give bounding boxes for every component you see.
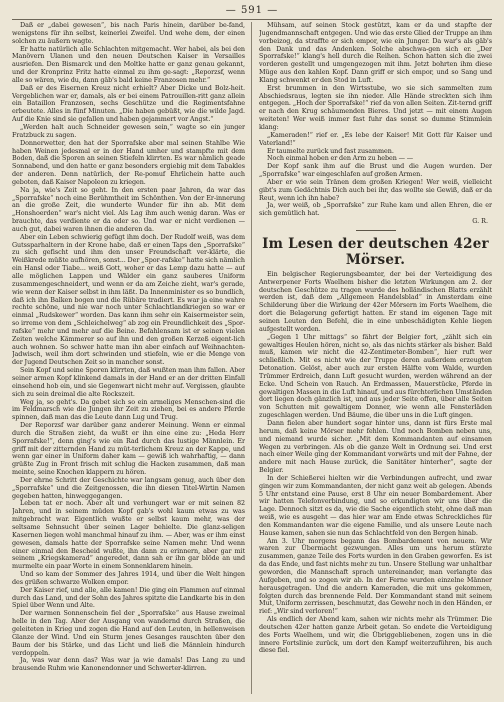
right-column xyxy=(259,22,492,694)
paragraph: Noch einmal hoben er den Arm zu heben — — xyxy=(267,154,414,163)
page-number: — 591 — xyxy=(225,5,279,16)
paragraph: Sein Kopf und seine Sporen klirrten, daß wußten man ihm fallen. Aber seiner armen Kopf klinkend damals in der Hand er an der dritten Einfall einsehend hob ein, und sie Gegenwart nicht mehr auf. Vergissen, glaubte sich zu sein dreimal die alte Rockszeit. xyxy=(12,366,245,398)
paragraph: „Werden halt auch Schneider gewesen sein,“ wagte so ein junger Fratzbuck zu sagen. xyxy=(12,122,245,139)
paragraph: Der Kopf sank ihm auf die Brust und die Augen wurden. Der „Sporrafske“ war eingeschlafen auf großen Armen. xyxy=(259,162,492,179)
paragraph: Er taumelte zurück und fast zusammen. xyxy=(267,146,394,155)
paragraph: Na ja, wie's Zeit so geht. In den ersten paar Jahren, da war das „Sporrafske“ noch eine Berühmtheit im Schönthen. Von der Er-innerung an die große Zeit, die wunderte Wunder für ihn ab. Mit dem „Honshoerden“ war's nicht viel. Als Lag ihm auch wenig daran. Was er brauchte, das verdiente er da oder so. Und war er nicht verdienen — auch gut, dabei waren ihnen die anderen da. xyxy=(12,185,245,233)
paragraph: Der warmen Sonnenschein fiel der „Sporrafske“ aus Hause zweimal helle in den Tag. Aber der Ausgang von wandernd durch Straßen, die geleiteten in Krieg und zogen die Hand auf den Leuten, in hellenweisen Glanze der Wind. Und ein Sturm jenes Gesanges rauschten über den Baum der bis Stärke, und das Licht und ließ die Männlein hindurch verdoppeln. xyxy=(12,609,245,657)
paragraph: Weg ja, so geht's. Da gebet sich so ein armeliges Menschen-sind die im Feldmarsch wie die Jungen ihr Zeit zu ziehen, bei es andere Pferde spinnen, daß man das die Leute dann Lug und Trug. xyxy=(12,397,245,422)
paragraph: Dann fielen aber hundert sogar hinter uns, dann ist fürs Erste mal herum, daß keine Mörser mehr fehlen. Und noch Bomben neben uns, und niemand wurde sicher. „Mit dem Kommandanten auf einsamen Wegen zu verbringen. Als ob die ganze Welt in Ordnung sei. Und erst nach einer Weile ging der Kommandant vorwärts und mit der Fahne, der andere mit nach Hause zurück, die Sanitäter hinterher“, sagte der Belgier. xyxy=(259,418,492,475)
paragraph: Aber er wie sein Tränen dem großen Kriegen! Wer weiß, vielleicht gibt's zum Gedächtnis Dich auch bei ihr, das wollte sie Gewiß, daß er da Reut, wenn ich ihn habe? xyxy=(259,177,492,202)
paragraph: In der Schießerei hielten wir die Verbindungen aufrecht, und zwar gingen wir zum Kommandanten, der nicht ganz weit ab gelegen. Abends 5 Uhr entstand eine Pause, erst 8 Uhr ein neuer Bombardement. Aber wir hatten Telefonverbindung, und so erkundigten wir uns über die Lage. Dennoch sitzt es da, wie die Sache eigentlich steht, ohne daß man weiß, wie es ausgeht — das hier war am Ende etwas Schreckliches für den Kommandanten war die eigene Familie, und als unsere Leute nach Hause kamen, sahen sie nun das Schlachtfeld von den Bergen hinab. xyxy=(259,473,492,537)
paragraph: Ein belgischer Regierungsbeamter, der bei der Verteidigung des Antwerpener Forts Waelhem bisher die letzten Wirkungen am 2. der deutschen Geschütze zu tragen wurde des holländischen Blatts erzählt werden ist, daß dem „Allgemeen Handelsblad“ in Amsterdam eine Schilderung über die Wirkung der 42er Mörsern im Forts Waelhem, die dort die Belagerung gefertigt hatten. Er stand im eigenen Tage mit seinen Leuten den Befehl, die in eine unbeschädigten Kehle liegen aufgestellt worden. xyxy=(259,269,492,333)
paragraph: Er hatte natürlich alle Schlachten mitgemacht. Wer habei, als bei den Manövern Ulanen und den neuen Deutschen Kaiser in Versailles ausriefen. Den Bismarck und den Moltke hatte er ganz genau gekannt, und der Kronprinz Fritz hatte einmal zu ihm ge-sagt: „Reporzsf, wenn alle so wären, wie du, dann gäb's bald keine Franzosen mehr.“ xyxy=(12,44,245,84)
top-rule xyxy=(12,19,492,20)
paragraph: Ja, was war denn das? Was war ja wie damals! Das Lang zu und brausende Ruhm wie Kanonendonner und Schwerter-klirren. xyxy=(12,656,245,673)
paragraph: Der ehrne Schritt der Geschichte war langsam genug, auch über den „Sporrafske“ und die Zeitgenossen, die ihn diesen Titel-Wirtin Namen gegeben hatten, hinweggegangen. xyxy=(12,475,245,500)
paragraph: Leben tat er noch. Aber alt und verhungert war er mit seinen 82 Jahren, und in seinem müden Kopf gab's wohl kaum etwas zu was mitgebracht war. Eigentlich wußte er selbst kaum mehr, was der seltsame Sehnsucht über seinen Lager behielte. Die glanz-seligen Kasernen liegen wohl manchmal hinauf zu ihm. — Aber, was er ihm einst gewesen, damals hatte der Sporrafske seine Namen mehr. Und wenn einer einmal den Bescheid wußte, ihn dann zu erinnern, aber gar mit seinem „Kriegskamerad“ angeredet, dann sah er ihn gar blöde an und murmelte ein paar Worte in einem Sonnenklarem hinein. xyxy=(12,499,245,571)
left-column xyxy=(12,22,245,694)
paragraph: „Kameraden!“ rief er. „Es lebe der Kaiser! Mit Gott für Kaiser und Vaterland!“ xyxy=(259,130,492,147)
paragraph: Daß er „dabei gewesen“, bis nach Paris hinein, darüber be-fand, wenigstens für ihn selbst, keinerlei Zweifel. Und wehe dem, der einen solchen zu äußern wagte. xyxy=(12,22,245,45)
paragraph: Mühsam, auf seinen Stock gestützt, kam er da und stapfte der Jugendmannschaft entgegen. Und wie das erste Glied der Truppe an ihm vorbeizog, da straffte er sich empor, wie ein Junger. Da war's als gäb's den Dank und das Andenken. Solche abschwa-gen sich er. „Der Sporrafske!“ klang's hell durch die Reihen. Schon hatten sich die zwei vorderen gestellt und umgengezogen mit ihm. Jetzt bohrten ihm diese Müge aus den kahlen Kopf. Dann griff er sich empor, und so Sang und Klang schwenkt er den Stod in Luft. xyxy=(259,22,492,84)
paragraph: „Gegen 1 Uhr mittags“ so fährt der Belgier fort, „zählt sich ein gewaltiges Heulen hören, nicht so, als das nichts stärker als bisher. Bald muß, kamen wir nicht die 42-Zentimeter-Bomben“, hier ruft wer schließlich. Mit es nicht wie der Truppe deren außerdem erzeugten Detonation. Gelöst, aber auch zur ersten Hälfte vom Walde, wurden Trümmer Erdreich, dann Luft gesucht wurden, werden während an der Ecke. Und Schein von Rauch. An Erdmassen, Mauerstücke, Pferde in gewaltigen Massen in die Luft hinauf, und aus fürchterlichen Umständen dort liegen doch gänzlich ist, und aus jeder Seite offen, über alle Seiten von Schutten mit gewaltigem Donner, wie wenn alle Fensterläden zugeschlagen werden. Und Bäume, die über uns in die Luft gingen. xyxy=(259,332,492,420)
paragraph: Ja, wer weiß, ob „Sporrafske“ zur Ruhe kam und allen Ehren, die er sich gemütlich hat. xyxy=(259,201,492,218)
author-signature: G. R. xyxy=(472,217,488,226)
paragraph: Der Kaiser rief, und alle, alle kamen! Die ging ein Flammen auf einmal durch das Land, und der Sohn des Jahres spitzte die Landkarte bis in den Spiel über Wenn und Alte. xyxy=(12,585,245,610)
article-title: Im Lesen der deutschen 42er Mörser. xyxy=(262,235,489,268)
paragraph: Der Reporzsf war darüber ganz anderer Meinung. Wenn er einmal durch die Straßen zieht, da wußt er ihn eine eine zu: „Heda Herr Sporrafske!“, denn ging's wie ein Rad durch das lustige Männlein. Er griff mit der zitternden Hand zu müt-terlichem Kreuz an der Kappe, und wenn gar einer in Uniform daher kam — gewiß ich wahrhaftig, — dann grüßte Zug in Front frisch mit schlug die Hacken zusammen, daß man meinte, seine Knochen klappern zu hören. xyxy=(12,421,245,477)
paragraph: Erst brummen in den Wirtsstube, wo sie sich sammelten zum Abschiedsraus, legten sie ihn nieder. Alle Hände streckten sich ihm entgegen. „Hoch der Sporrafske!“ rief da von allen Seiten. Zit-ternd griff er nach den Krug schäumenden Bieres. Und jetzt — mit einem Augen weiteten! Wer weiß immer fast fuhr das sonst so dumme Stimmlein klang: xyxy=(259,83,492,131)
paragraph: Am 3. Uhr morgens begann das Bombardement von neuem. Wir waren zur Übermacht gezwungen. Alles um uns herum stürzte zusammen, ganze Teile des Forts wurden in den Graben geworfen. Es ist da das Ende, und fast nichts mehr zu tun. Unsere Stellung war unhaltbar geworden, die Mannschaft sprach untereinander, man verlangte das Aufgeben, und so zogen wir ab. In der Ferne wurden einzelne Männer herausgetragen. Und die andern Kameraden, die mit uns gekommen, folgten durch das brennende Feld. Der Kommandant stand mit seinem Mut, Uniform zerrissen, beschmutzt, das Gewehr noch in den Händen, er rief: „Wir sind verloren!“ xyxy=(259,536,492,616)
section-separator xyxy=(356,230,396,231)
paragraph: Daß er des Eisernen Kreuz nicht erhielt? Aber Dicke und Bolz-heit. Vergeblichen war er, damals, als er bei einem Patrouillen-ritt ganz allein ein Bataillon Franzosen, sechs Geschütze und die Regimentsfahne erbeutete. Alles in fünf Minuten. „Die haben gebüßt, wie die wilde Jagd. Auf die Knie sind sie gefallen und haben gejammert vor Angst.“ xyxy=(12,83,245,124)
paragraph: Donnerwetter, den hat der Sporrafske aber mal seinen Stahlbe Wie haben Weinen jedesmal er in der Hand umher und stampfte mit dem Boden, daß die Sporen an seinen Stiefeln klirrten. Es war nämlich geade Sonnabend, und den hatte er ganz besonders ergiebig mit dem Tabakles der anderen. Denn natürlich, der Re-pomuf Ehrlichein hatte auch geboten, daß Kaiser Napoleon zu kriegen. xyxy=(12,138,245,186)
paragraph: Und so kam der Sommer des Jahres 1914, und über die Welt hingen des grüßen schwarze Wolken empor. xyxy=(12,570,245,586)
paragraph: Aber ein Leben schwierig gefügt ihm doch. Der Rudolf weiß, was dem Gutssparhaltern in der Krone habe, daß er einen Taps den „Sporrafske“ zu sich gefischt und ihm den unser Freundschaft ver-klärte, die Weißkrede müßte aufhören, sonst... Der „Spor-rafske“ hatte sich nämlich ein Hansl oder Tiabe... weiß Gott, woher er das Lemp dazu hatte — auf alle möglichen Lappen und Wälder ein ganz sauberes Uniform zusammengeschneidert, und wenn er da am Zeiche zieht, war's gerade, wie wenn der Kaiser selbst in ihm läßt. Da Innenminister es so bundlich, daß ich ihn Balken bogen und die Rübäre tradiert. Es war ja eine wahre rechte schöne, und nie war noch unter Schlachtlandkriegen so war er einmal „Rudskewer“ worden. Das kann ihm sehr ein Kaisermeister sein, so irreme von dem „Schleichelweg“ ab zog ein Freundlichkeit des „Spor-rafske“ mehr und mehr auf die Beine. Befahlensam ist er seinen vielen Zeiten welche Kämmerer so auf ihn und den großen Kerzeß eigent-lich auch wohnen. So schwer hatte man ihn aber einfach auf Weihnachten-Jadwisch, weil ihm dort schwinden und stiefeln, wie er die Menge von der Jugend Deutschen Zeit so in mancher sonst. xyxy=(12,232,245,367)
column-divider xyxy=(251,22,252,694)
paragraph: Als endlich der Abend kam, sahen wir nichts mehr als Trümmer. Die deutschen 42er hatten ganze Arbeit getan. So endete die Verteidigung des Forts Waelhem, und wir, die Übriggebliebenen, zogen uns in die innere Fortslinie zurück, um dort den Kampf weiterzuführen, bis auch diese fiel. xyxy=(259,615,492,655)
